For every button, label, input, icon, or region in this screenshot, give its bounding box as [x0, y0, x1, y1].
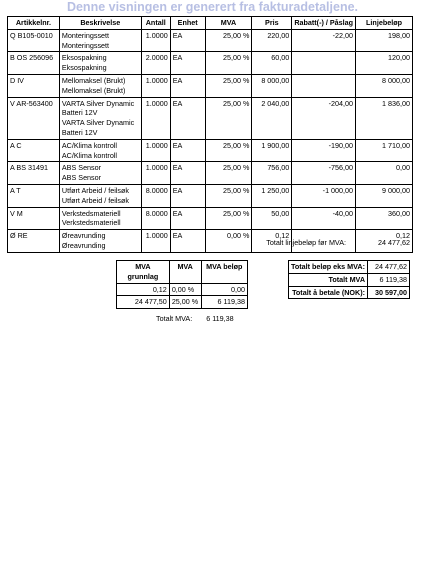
cell-unit: EA: [170, 230, 205, 253]
cell-article: V AR-563400: [8, 97, 60, 139]
cell-unit: EA: [170, 139, 205, 162]
description-line: Utført Arbeid / feilsøk: [61, 185, 129, 195]
table-row: [8, 97, 413, 139]
cell-quantity: 8.0000: [141, 207, 170, 230]
vat-cell-amount: 0,00: [201, 283, 248, 296]
description-line: VARTA Silver Dynamic Batteri 12V: [61, 118, 135, 137]
cell-article: A T: [8, 184, 60, 207]
cell-quantity: 1.0000: [141, 230, 170, 253]
cell-description: [59, 52, 141, 75]
cell-quantity: 8.0000: [141, 184, 170, 207]
cell-vat: 25,00 %: [205, 162, 252, 185]
table-row: [8, 139, 413, 162]
totals-value: 24 477,62: [368, 261, 410, 274]
description-line: AC/Klima kontroll: [61, 140, 118, 150]
cell-discount: -204,00: [292, 97, 356, 139]
cell-quantity: 1.0000: [141, 139, 170, 162]
vat-total-label: Totalt MVA:: [156, 314, 193, 323]
table-row: [8, 52, 413, 75]
vat-total: [156, 314, 234, 323]
vat-col-amount: MVA beløp: [201, 261, 248, 284]
vat-header-row: [117, 261, 248, 284]
cell-price: 60,00: [252, 52, 292, 75]
cell-article: B OS 256096: [8, 52, 60, 75]
cell-description: [59, 97, 141, 139]
cell-unit: EA: [170, 97, 205, 139]
description-line: Monteringssett: [61, 30, 110, 40]
totals-value: 30 597,00: [368, 286, 410, 299]
col-header-article: Artikkelnr.: [8, 17, 60, 30]
totals-row: [289, 273, 410, 286]
table-row: [8, 184, 413, 207]
cell-discount: -190,00: [292, 139, 356, 162]
col-header-quantity: Antall: [141, 17, 170, 30]
cell-article: Q B105-0010: [8, 29, 60, 52]
description-line: Mellomaksel (Brukt): [61, 75, 126, 85]
cell-description: [59, 29, 141, 52]
cell-unit: EA: [170, 207, 205, 230]
cell-discount: -756,00: [292, 162, 356, 185]
cell-unit: EA: [170, 29, 205, 52]
cell-article: Ø RE: [8, 230, 60, 253]
description-line: ABS Sensor: [61, 163, 102, 173]
description-line: Øreavrunding: [61, 240, 106, 250]
description-line: Mellomaksel (Brukt): [61, 85, 126, 95]
table-row: [8, 74, 413, 97]
cell-description: [59, 230, 141, 253]
vat-row: [117, 283, 248, 296]
cell-description: [59, 74, 141, 97]
col-header-description: Beskrivelse: [59, 17, 141, 30]
cell-price: 8 000,00: [252, 74, 292, 97]
vat-total-value: 6 119,38: [206, 314, 234, 323]
cell-line-amount: 360,00: [356, 207, 413, 230]
cell-discount: [292, 52, 356, 75]
cell-quantity: 1.0000: [141, 97, 170, 139]
cell-vat: 25,00 %: [205, 207, 252, 230]
cell-description: [59, 162, 141, 185]
cell-line-amount: 1 836,00: [356, 97, 413, 139]
cell-line-amount: 9 000,00: [356, 184, 413, 207]
col-header-vat: MVA: [205, 17, 252, 30]
vat-cell-base: 24 477,50: [117, 296, 170, 309]
table-row: [8, 230, 413, 253]
totals-row: [289, 261, 410, 274]
cell-vat: 25,00 %: [205, 97, 252, 139]
cell-quantity: 1.0000: [141, 162, 170, 185]
cell-unit: EA: [170, 162, 205, 185]
cell-quantity: 2.0000: [141, 52, 170, 75]
cell-description: [59, 139, 141, 162]
vat-col-base: MVA grunnlag: [117, 261, 170, 284]
cell-price: 220,00: [252, 29, 292, 52]
cell-discount: [292, 74, 356, 97]
invoice-document: [6, 16, 417, 568]
description-line: VARTA Silver Dynamic Batteri 12V: [61, 98, 135, 118]
description-line: Verkstedsmateriell: [61, 208, 121, 218]
total-lines-label: Totalt linjebeløp før MVA:: [266, 238, 346, 247]
description-line: AC/Klima kontroll: [61, 150, 118, 160]
col-header-price: Pris: [252, 17, 292, 30]
vat-summary-body: [117, 283, 248, 309]
cell-vat: 0,00 %: [205, 230, 252, 253]
cell-description: [59, 207, 141, 230]
cell-vat: 25,00 %: [205, 139, 252, 162]
totals-label: Totalt beløp eks MVA:: [289, 261, 368, 274]
cell-quantity: 1.0000: [141, 29, 170, 52]
cell-price: 756,00: [252, 162, 292, 185]
vat-summary-table: [116, 260, 248, 309]
cell-line-amount: 0,00: [356, 162, 413, 185]
col-header-unit: Enhet: [170, 17, 205, 30]
cell-article: V M: [8, 207, 60, 230]
description-line: ABS Sensor: [61, 173, 102, 183]
cell-description: [59, 184, 141, 207]
description-line: Eksospakning: [61, 63, 107, 73]
totals-row: [289, 286, 410, 299]
cell-vat: 25,00 %: [205, 74, 252, 97]
cell-article: A C: [8, 139, 60, 162]
cell-line-amount: 1 710,00: [356, 139, 413, 162]
cell-line-amount: 0,12: [356, 230, 413, 253]
description-line: Utført Arbeid / feilsøk: [61, 195, 129, 205]
generated-view-banner: Denne visningen er generert fra fakturadetaljene.: [66, 0, 359, 14]
cell-article: D IV: [8, 74, 60, 97]
cell-discount: -40,00: [292, 207, 356, 230]
totals-label: Totalt MVA: [289, 273, 368, 286]
col-header-discount: Rabatt(-) / Påslag: [292, 17, 356, 30]
cell-article: A BS 31491: [8, 162, 60, 185]
description-line: Eksospakning: [61, 53, 107, 63]
cell-line-amount: 8 000,00: [356, 74, 413, 97]
description-line: Øreavrunding: [61, 231, 106, 241]
table-row: [8, 162, 413, 185]
invoice-lines-body: [8, 29, 413, 252]
cell-vat: 25,00 %: [205, 29, 252, 52]
cell-price: 1 250,00: [252, 184, 292, 207]
cell-vat: 25,00 %: [205, 184, 252, 207]
cell-price: 2 040,00: [252, 97, 292, 139]
cell-line-amount: 120,00: [356, 52, 413, 75]
table-row: [8, 207, 413, 230]
table-row: [8, 29, 413, 52]
totals-label: Totalt å betale (NOK):: [289, 286, 368, 299]
invoice-totals-table: [288, 260, 410, 299]
cell-price: 1 900,00: [252, 139, 292, 162]
vat-cell-base: 0,12: [117, 283, 170, 296]
totals-value: 6 119,38: [368, 273, 410, 286]
cell-vat: 25,00 %: [205, 52, 252, 75]
cell-discount: -1 000,00: [292, 184, 356, 207]
cell-line-amount: 198,00: [356, 29, 413, 52]
description-line: Monteringssett: [61, 40, 110, 50]
cell-price: 50,00: [252, 207, 292, 230]
table-header-row: [8, 17, 413, 30]
description-line: Verkstedsmateriell: [61, 218, 121, 228]
vat-cell-amount: 6 119,38: [201, 296, 248, 309]
vat-row: [117, 296, 248, 309]
vat-cell-rate: 25,00 %: [169, 296, 201, 309]
invoice-lines-table: [7, 16, 413, 253]
cell-quantity: 1.0000: [141, 74, 170, 97]
vat-cell-rate: 0,00 %: [169, 283, 201, 296]
vat-col-rate: MVA: [169, 261, 201, 284]
col-header-line-amount: Linjebeløp: [356, 17, 413, 30]
cell-unit: EA: [170, 184, 205, 207]
cell-discount: -22,00: [292, 29, 356, 52]
total-lines-value: 24 477,62: [378, 238, 410, 247]
cell-unit: EA: [170, 52, 205, 75]
invoice-totals-body: [289, 261, 410, 299]
cell-price: 0,12: [252, 230, 292, 253]
cell-unit: EA: [170, 74, 205, 97]
